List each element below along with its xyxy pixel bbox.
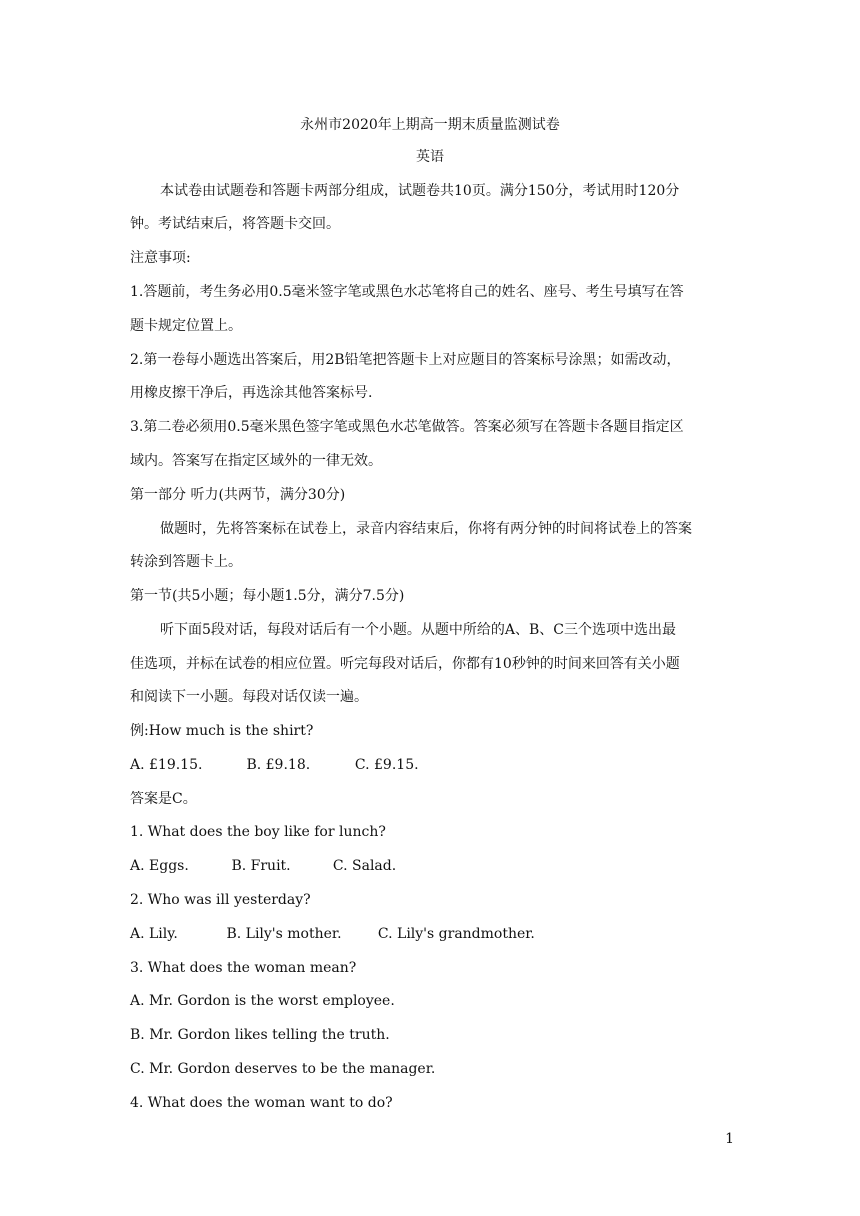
question-4: 4. What does the woman want to do?	[130, 1095, 393, 1111]
question-2-options	[130, 924, 730, 944]
example-options	[130, 755, 730, 775]
question-3: 3. What does the woman mean?	[130, 960, 357, 976]
exam-title: 永州市2020年上期高一期末质量监测试卷	[300, 117, 560, 133]
subject-title: 英语	[416, 149, 444, 165]
notes-heading: 注意事项:	[130, 250, 191, 266]
example-question: 例:How much is the shirt?	[130, 723, 314, 739]
note-2-line-1: 2.第一卷每小题选出答案后，用2B铅笔把答题卡上对应题目的答案标号涂黑；如需改动，	[130, 352, 681, 368]
note-1-line-1: 1.答题前，考生务必用0.5毫米签字笔或黑色水芯笔将自己的姓名、座号、考生号填写在答	[130, 284, 684, 300]
example-answer: 答案是C。	[130, 791, 197, 807]
question-2-option-c: C. Lily's grandmother.	[377, 926, 535, 942]
section1-instruction-line-3: 和阅读下一小题。每段对话仅读一遍。	[130, 689, 368, 705]
question-1-options	[130, 856, 730, 876]
intro-line-2: 钟。考试结束后，将答题卡交回。	[130, 216, 340, 232]
example-option-c: C. £9.15.	[354, 757, 419, 773]
note-3-line-2: 域内。答案写在指定区域外的一律无效。	[130, 453, 382, 469]
question-1-option-c: C. Salad.	[332, 858, 397, 874]
note-2-line-2: 用橡皮擦干净后，再选涂其他答案标号.	[130, 385, 373, 401]
section1-heading: 第一节(共5小题；每小题1.5分，满分7.5分)	[130, 588, 405, 604]
section1-instruction-line-1: 听下面5段对话，每段对话后有一个小题。从题中所给的A、B、C三个选项中选出最	[160, 622, 677, 638]
question-1: 1. What does the boy like for lunch?	[130, 824, 386, 840]
part1-heading: 第一部分 听力(共两节，满分30分)	[130, 487, 346, 503]
example-option-a: A. £19.15.	[130, 757, 203, 773]
question-3-option-c: C. Mr. Gordon deserves to be the manager.	[130, 1061, 436, 1077]
question-2: 2. Who was ill yesterday?	[130, 892, 311, 908]
note-1-line-2: 题卡规定位置上。	[130, 318, 242, 334]
question-3-option-a: A. Mr. Gordon is the worst employee.	[130, 993, 395, 1009]
question-2-option-a: A. Lily.	[130, 926, 178, 942]
part1-instruction-line-1: 做题时，先将答案标在试卷上，录音内容结束后，你将有两分钟的时间将试卷上的答案	[160, 521, 692, 537]
question-3-option-b: B. Mr. Gordon likes telling the truth.	[130, 1027, 390, 1043]
page-number: 1	[725, 1131, 734, 1147]
question-1-option-b: B. Fruit.	[231, 858, 291, 874]
note-3-line-1: 3.第二卷必须用0.5毫米黑色签字笔或黑色水芯笔做答。答案必须写在答题卡各题目指定区	[130, 419, 684, 435]
question-1-option-a: A. Eggs.	[130, 858, 189, 874]
example-option-b: B. £9.18.	[246, 757, 311, 773]
intro-line-1: 本试卷由试题卷和答题卡两部分组成，试题卷共10页。满分150分，考试用时120分	[160, 183, 680, 199]
question-2-option-b: B. Lily's mother.	[226, 926, 342, 942]
part1-instruction-line-2: 转涂到答题卡上。	[130, 554, 242, 570]
section1-instruction-line-2: 佳选项，并标在试卷的相应位置。听完每段对话后，你都有10秒钟的时间来回答有关小题	[130, 656, 680, 672]
